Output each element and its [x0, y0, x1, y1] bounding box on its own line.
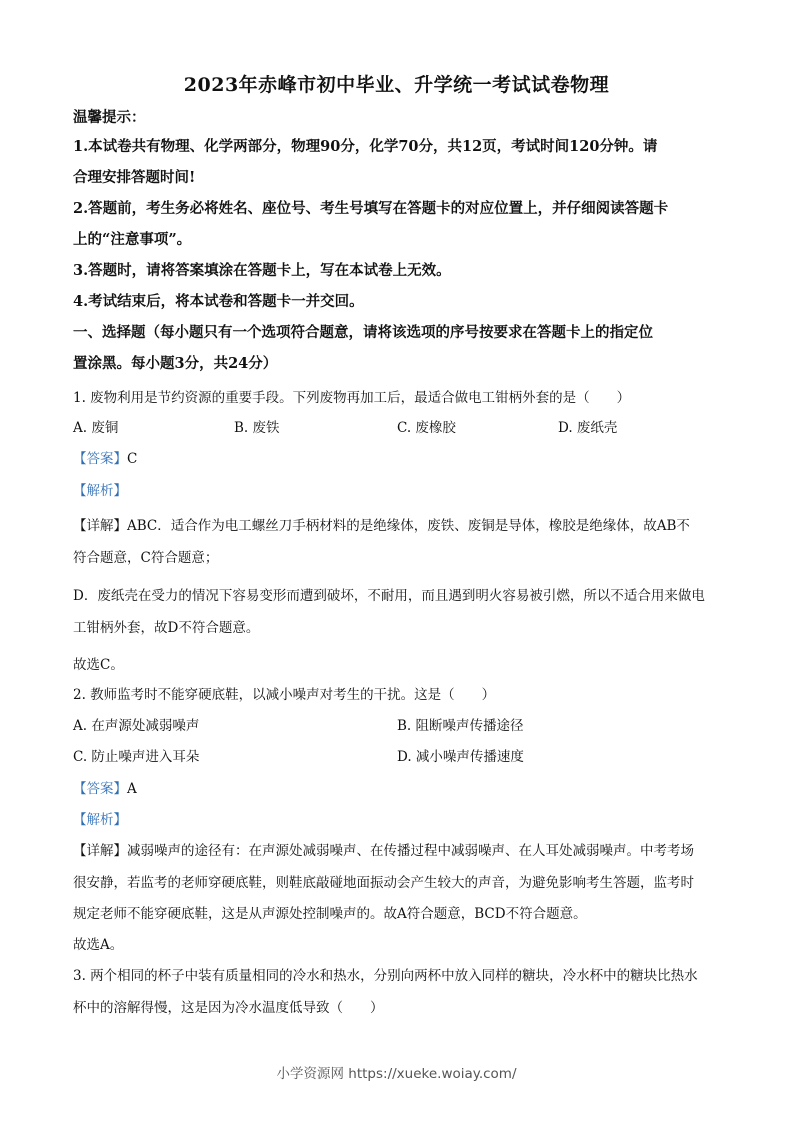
question-2-stem: 2. 教师监考时不能穿硬底鞋，以减小噪声对考生的干扰。这是（ ）	[73, 687, 496, 703]
question-2-detail: 【详解】减弱噪声的途径有：在声源处减弱噪声、在传播过程中减弱噪声、在人耳处减弱噪声。中考考场	[73, 843, 694, 859]
footer-watermark: 小学资源网 https://xueke.woiay.com/	[276, 1066, 517, 1082]
question-1-option-b: B. 废铁	[234, 420, 280, 436]
tip-line: 上的“注意事项”。	[73, 231, 192, 248]
question-1-conclusion: 故选C。	[73, 657, 124, 673]
detail-label: 【详解】	[73, 518, 127, 534]
question-2-detail-line: 规定老师不能穿硬底鞋，这是从声源处控制噪声的。故A符合题意，BCD不符合题意。	[73, 906, 587, 922]
question-1-analysis-label: 【解析】	[73, 483, 127, 499]
tip-line: 2.答题前，考生务必将姓名、座位号、考生号填写在答题卡的对应位置上，并仔细阅读答题卡	[73, 200, 669, 217]
question-1-option-d: D. 废纸壳	[558, 420, 618, 436]
question-1-detail-line: 符合题意，C符合题意；	[73, 550, 219, 566]
question-3-stem: 3. 两个相同的杯子中装有质量相同的冷水和热水，分别向两杯中放入同样的糖块，冷水杯中的糖块比热水	[73, 968, 698, 984]
tip-line: 4.考试结束后，将本试卷和答题卡一并交回。	[73, 293, 364, 310]
answer-value: A	[127, 781, 137, 797]
question-1-detail-line: D．废纸壳在受力的情况下容易变形而遭到破坏，不耐用，而且遇到明火容易被引燃，所以不适合用来做电	[73, 588, 705, 604]
question-1-option-c: C. 废橡胶	[397, 420, 456, 436]
question-1-option-a: A. 废铜	[73, 420, 119, 436]
question-1-answer	[73, 447, 733, 467]
question-2-analysis-label: 【解析】	[73, 812, 127, 828]
question-2-conclusion: 故选A。	[73, 937, 124, 953]
section-heading: 一、选择题（每小题只有一个选项符合题意，请将该选项的序号按要求在答题卡上的指定位	[73, 324, 653, 341]
tips-heading: 温馨提示：	[73, 109, 146, 126]
question-2-option-c: C. 防止噪声进入耳朵	[73, 749, 200, 765]
question-2-option-a: A. 在声源处减弱噪声	[73, 718, 200, 734]
document-title: 2023年赤峰市初中毕业、升学统一考试试卷物理	[183, 74, 610, 96]
answer-value: C	[127, 451, 138, 467]
question-1-stem: 1. 废物利用是节约资源的重要手段。下列废物再加工后，最适合做电工钳柄外套的是（ ）	[73, 390, 631, 406]
question-1-detail: 【详解】ABC．适合作为电工螺丝刀手柄材料的是绝缘体，废铁、废铜是导体，橡胶是绝缘体，故AB不	[73, 518, 690, 534]
detail-label: 【详解】	[73, 843, 127, 859]
answer-label: 【答案】	[73, 451, 127, 467]
tip-line: 合理安排答题时间!	[73, 169, 196, 186]
question-1-detail-line: 工钳柄外套，故D不符合题意。	[73, 620, 260, 636]
question-2-answer	[73, 777, 733, 797]
question-2-detail-line: 很安静，若监考的老师穿硬底鞋，则鞋底敲碰地面振动会产生较大的声音，为避免影响考生答题，监考时	[73, 875, 694, 891]
tip-line: 1.本试卷共有物理、化学两部分，物理90分，化学70分，共12页，考试时间120分钟。请	[73, 138, 658, 155]
question-3-stem-line: 杯中的溶解得慢，这是因为冷水温度低导致（ ）	[73, 1000, 384, 1016]
section-heading: 置涂黑。每小题3分，共24分）	[73, 355, 278, 372]
question-2-option-d: D. 减小噪声传播速度	[397, 749, 524, 765]
tip-line: 3.答题时，请将答案填涂在答题卡上，写在本试卷上无效。	[73, 262, 451, 279]
question-2-option-b: B. 阻断噪声传播途径	[397, 718, 524, 734]
answer-label: 【答案】	[73, 781, 127, 797]
